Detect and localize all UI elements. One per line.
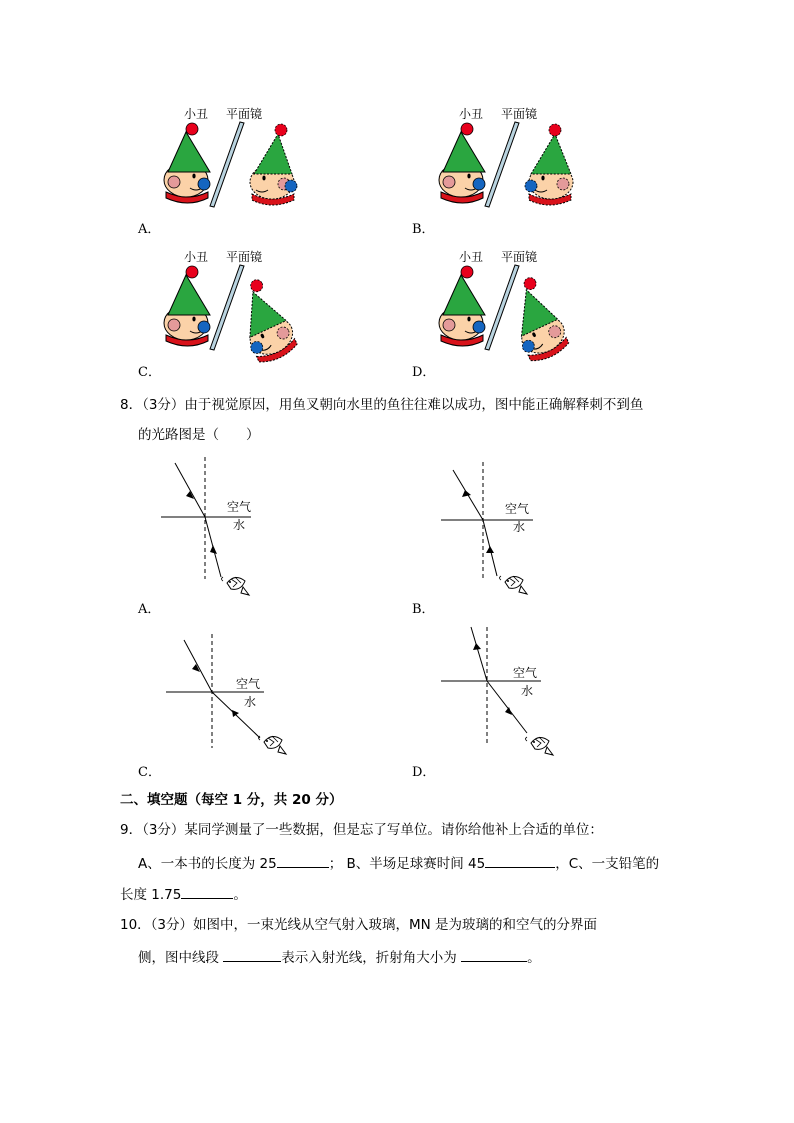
clown-label: 小丑: [459, 107, 484, 121]
arrow-head: [210, 545, 217, 554]
clown-mirror-figure-c: [150, 243, 320, 378]
fish-icon: [222, 577, 250, 595]
fish-icon: [500, 576, 528, 594]
water-label: 水: [513, 520, 526, 534]
clown-mirror-figure-a: [150, 100, 310, 215]
question-9-part-b: ； B、半场足球赛时间 45: [328, 856, 486, 872]
clown: [439, 123, 485, 203]
question-9-end: 。: [233, 887, 247, 903]
ray-diagram-c: [160, 632, 295, 772]
clown-label: 小丑: [184, 107, 209, 121]
clown: [164, 266, 210, 346]
water-label: 水: [233, 518, 246, 532]
answer-blank-1[interactable]: [277, 853, 329, 868]
clown: [164, 123, 210, 203]
option-b-label: B．: [412, 602, 435, 617]
arrow-head: [232, 710, 239, 717]
clown-mirror-figure-d: [425, 243, 595, 378]
clown-label: 小丑: [184, 250, 209, 264]
question-10-stem: 10．（3分）如图中，一束光线从空气射入玻璃，MN 是为玻璃的和空气的分界面: [120, 917, 598, 933]
refracted-ray: [471, 627, 487, 681]
clown-image: [525, 124, 573, 205]
question-10-part-b: 表示入射光线，折射角大小为: [281, 950, 462, 966]
air-label: 空气: [227, 500, 252, 514]
ray-diagram-d: [435, 625, 570, 775]
question-9-part-d: 长度 1.75: [120, 887, 182, 903]
air-label: 空气: [505, 502, 530, 516]
mirror-label: 平面镜: [226, 107, 263, 121]
option-a-label: A．: [138, 222, 161, 237]
question-10-part-a: 侧，图中线段: [138, 950, 224, 966]
arrow-head: [473, 643, 481, 650]
mirror-label: 平面镜: [226, 250, 263, 264]
water-label: 水: [521, 684, 534, 698]
answer-blank-5[interactable]: [461, 947, 527, 962]
clown-mirror-figure-b: [425, 100, 585, 215]
fish-icon: [259, 736, 287, 754]
ray-diagram-a: [155, 455, 285, 610]
clown-image: [250, 124, 297, 205]
question-10-end: 。: [527, 950, 541, 966]
clown-label: 小丑: [459, 250, 484, 264]
arrow-head: [505, 707, 512, 715]
option-b-label: B．: [412, 222, 435, 237]
plane-mirror: [485, 122, 519, 207]
plane-mirror: [210, 265, 244, 350]
arrow-head: [462, 490, 471, 497]
incident-ray: [184, 640, 212, 692]
answer-blank-2[interactable]: [485, 853, 555, 868]
question-9-stem: 9．（3分）某同学测量了一些数据，但是忘了写单位。请你给他补上合适的单位：: [120, 822, 603, 838]
question-8-stem-line2: 的光路图是（ ）: [138, 427, 260, 443]
option-d-label: D．: [412, 765, 436, 780]
plane-mirror: [210, 122, 244, 207]
question-9-part-a: A、一本书的长度为 25: [138, 856, 277, 872]
option-d-label: D．: [412, 365, 436, 380]
answer-blank-3[interactable]: [181, 884, 233, 899]
option-c-label: C．: [138, 365, 161, 380]
option-c-label: C．: [138, 765, 161, 780]
air-label: 空气: [236, 677, 261, 691]
mirror-label: 平面镜: [501, 250, 538, 264]
mirror-label: 平面镜: [501, 107, 538, 121]
answer-blank-4[interactable]: [223, 947, 281, 962]
question-9-line3: [120, 884, 247, 904]
clown: [439, 266, 485, 346]
fish-icon: [526, 737, 554, 755]
arrow-head: [486, 546, 494, 553]
question-9-line2: [138, 853, 659, 873]
question-10-line2: [138, 947, 541, 967]
water-label: 水: [244, 695, 257, 709]
section-title: 二、填空题（每空 1 分，共 20 分）: [120, 792, 343, 808]
ray-diagram-b: [435, 460, 565, 610]
question-9-part-c: ，C、一支铅笔的: [555, 856, 660, 872]
incident-ray: [175, 463, 205, 517]
question-8-stem: 8．（3分）由于视觉原因，用鱼叉朝向水里的鱼往往难以成功，图中能正确解释刺不到鱼: [120, 397, 644, 413]
option-a-label: A．: [138, 602, 161, 617]
air-label: 空气: [513, 666, 538, 680]
plane-mirror: [485, 265, 519, 350]
